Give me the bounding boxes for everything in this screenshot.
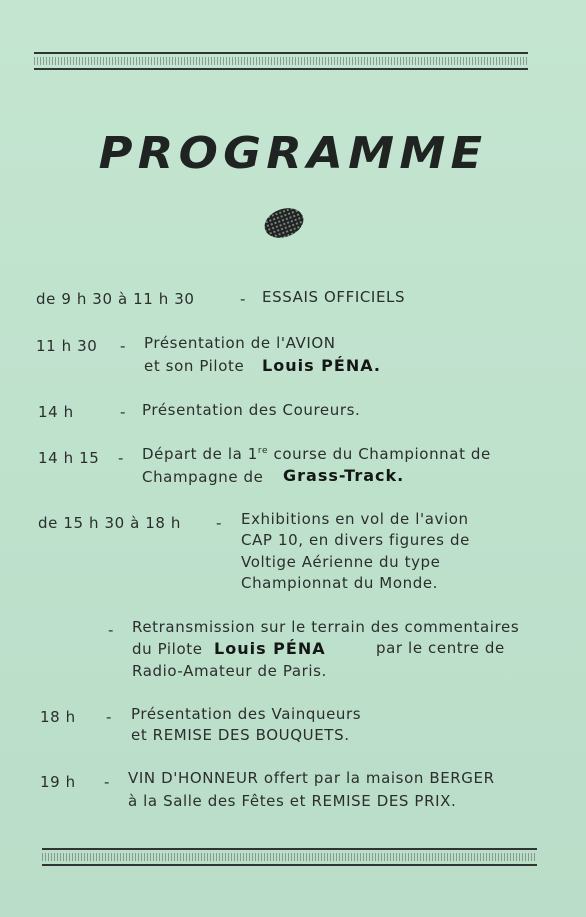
- item4-line1: Départ de la 1re course du Championnat de: [142, 445, 491, 463]
- item3-text: Présentation des Coureurs.: [142, 401, 361, 419]
- rugby-ball-icon: [262, 206, 306, 240]
- item2-dash: -: [120, 337, 127, 355]
- item3-time: 14 h: [38, 403, 74, 421]
- item6-line3: Radio-Amateur de Paris.: [132, 662, 327, 680]
- item6-line2b: par le centre de: [376, 639, 505, 657]
- item1-time: de 9 h 30 à 11 h 30: [36, 290, 195, 308]
- item4-time: 14 h 15: [38, 449, 100, 467]
- item6-line1: Retransmission sur le terrain des commentaires: [132, 618, 520, 636]
- item4-event-name: Grass-Track.: [283, 466, 405, 485]
- bottom-rule: [42, 848, 537, 866]
- item6-dash: -: [108, 621, 115, 639]
- item2-pilot-name: Louis PÉNA.: [262, 356, 381, 375]
- item3-dash: -: [120, 403, 127, 421]
- item5-dash: -: [216, 514, 223, 532]
- item1-text: ESSAIS OFFICIELS: [262, 288, 406, 306]
- item5-line2: CAP 10, en divers figures de: [241, 531, 470, 549]
- item7-dash: -: [106, 708, 113, 726]
- item5-line3: Voltige Aérienne du type: [241, 553, 441, 571]
- item8-line1: VIN D'HONNEUR offert par la maison BERGER: [128, 769, 495, 787]
- item7-line1: Présentation des Vainqueurs: [131, 705, 362, 723]
- item4-dash: -: [118, 449, 125, 467]
- item7-line2: et REMISE DES BOUQUETS.: [131, 726, 350, 744]
- item2-line2: et son Pilote: [144, 357, 245, 375]
- item1-dash: -: [240, 290, 247, 308]
- item7-time: 18 h: [40, 708, 76, 726]
- item5-line1: Exhibitions en vol de l'avion: [241, 510, 469, 528]
- top-rule: [34, 52, 528, 70]
- item8-dash: -: [104, 773, 111, 791]
- item6-pilot-name: Louis PÉNA: [214, 639, 326, 658]
- item6-line2a: du Pilote: [132, 640, 203, 658]
- page-title: PROGRAMME: [98, 128, 488, 179]
- item5-time: de 15 h 30 à 18 h: [38, 514, 182, 532]
- item4-line2: Champagne de: [142, 468, 264, 486]
- item2-line1: Présentation de l'AVION: [144, 334, 336, 352]
- item8-time: 19 h: [40, 773, 76, 791]
- item8-line2: à la Salle des Fêtes et REMISE DES PRIX.: [128, 792, 457, 810]
- item2-time: 11 h 30: [36, 337, 98, 355]
- item5-line4: Championnat du Monde.: [241, 574, 439, 592]
